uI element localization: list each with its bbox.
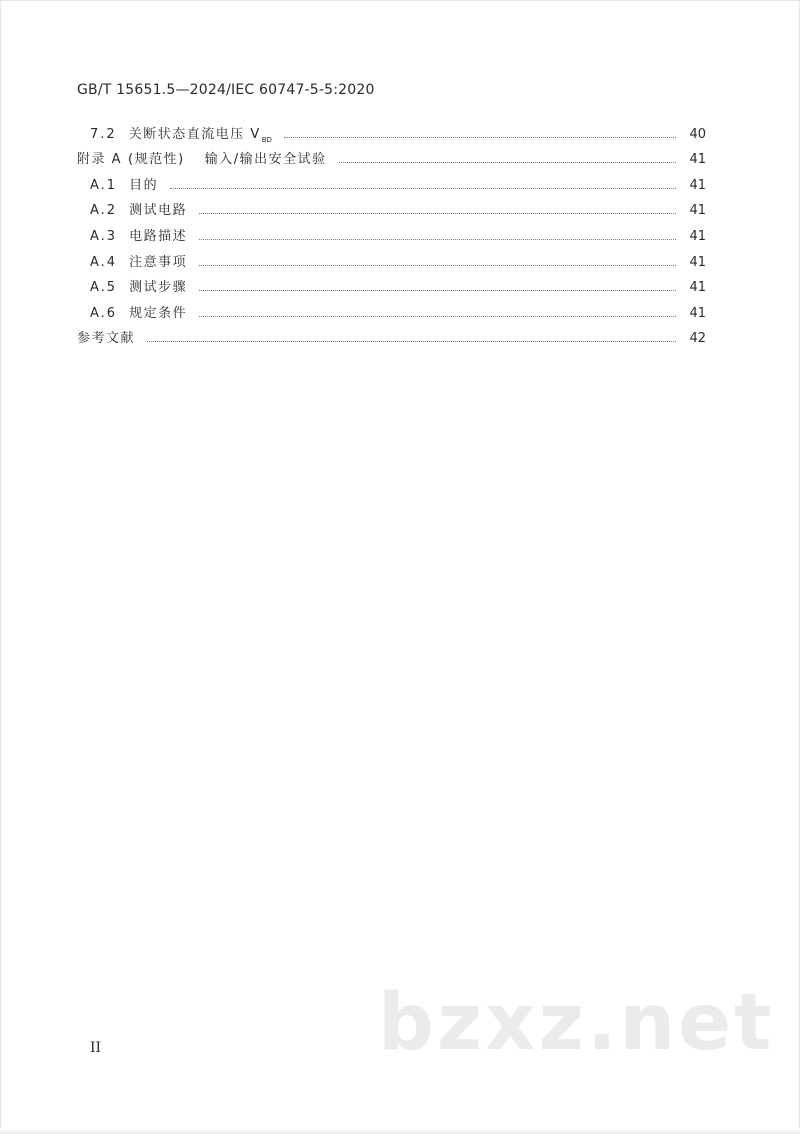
- toc-entry-label: 电路描述: [129, 228, 188, 244]
- toc-entry-label: 测试电路: [129, 203, 188, 219]
- toc-entry-number: A.2: [90, 203, 118, 219]
- dot-leader: [147, 341, 676, 342]
- toc-entry-number: A.1: [90, 177, 118, 193]
- dot-leader: [199, 290, 676, 291]
- toc-entry-number: 7.2: [90, 126, 117, 142]
- dot-leader: [339, 162, 676, 163]
- toc-entry-page: 41: [689, 152, 706, 168]
- toc-entry-page: 41: [689, 228, 706, 244]
- toc-entry-annex-a[interactable]: [77, 142, 706, 168]
- toc-entry-a-2[interactable]: [77, 193, 706, 219]
- toc-entry-a-4[interactable]: [77, 244, 706, 270]
- toc-entry-subscript: BD: [261, 135, 272, 144]
- toc-entry-page: 41: [689, 280, 706, 296]
- dot-leader: [284, 137, 676, 138]
- toc-entry-number: A.4: [90, 254, 118, 270]
- toc-entry-label: 输入/输出安全试验: [204, 152, 327, 168]
- toc-entry-a-3[interactable]: [77, 218, 706, 244]
- toc-entry-page: 42: [689, 331, 706, 347]
- toc-entry-label: 规定条件: [129, 305, 188, 321]
- dot-leader: [199, 213, 676, 214]
- toc-entry-page: 40: [689, 126, 706, 142]
- watermark-logo: bzxz.net: [378, 978, 775, 1068]
- dot-leader: [199, 239, 676, 240]
- dot-leader: [199, 316, 676, 317]
- toc-entry-label: 参考文献: [77, 331, 136, 347]
- toc-entry-page: 41: [689, 203, 706, 219]
- toc-entry-a-6[interactable]: [77, 295, 706, 321]
- dot-leader: [170, 188, 676, 189]
- toc-entry-number: A.6: [90, 305, 118, 321]
- toc-entry-page: 41: [689, 254, 706, 270]
- toc-entry-number: A.3: [90, 228, 118, 244]
- toc-entry-a-5[interactable]: [77, 270, 706, 296]
- toc-entry-label: 测试步骤: [129, 280, 188, 296]
- toc-entry-label: 目的: [129, 177, 159, 193]
- toc-entry-7-2[interactable]: [77, 116, 706, 142]
- page-number: II: [90, 1040, 102, 1056]
- standard-number-header: GB/T 15651.5—2024/IEC 60747-5-5:2020: [77, 82, 375, 98]
- toc-entry-bibliography[interactable]: [77, 321, 706, 347]
- toc-entry-annex-qualifier: (规范性): [128, 152, 185, 168]
- toc-entry-title: [129, 123, 272, 142]
- table-of-contents: [77, 116, 706, 346]
- toc-entry-label: 关断状态直流电压 V: [128, 126, 261, 142]
- toc-entry-page: 41: [689, 305, 706, 321]
- toc-entry-number: A.5: [90, 280, 118, 296]
- toc-entry-label: 注意事项: [129, 254, 188, 270]
- dot-leader: [199, 265, 676, 266]
- toc-entry-a-1[interactable]: [77, 167, 706, 193]
- toc-entry-annex-prefix: 附录 A: [77, 152, 123, 168]
- toc-entry-page: 41: [689, 177, 706, 193]
